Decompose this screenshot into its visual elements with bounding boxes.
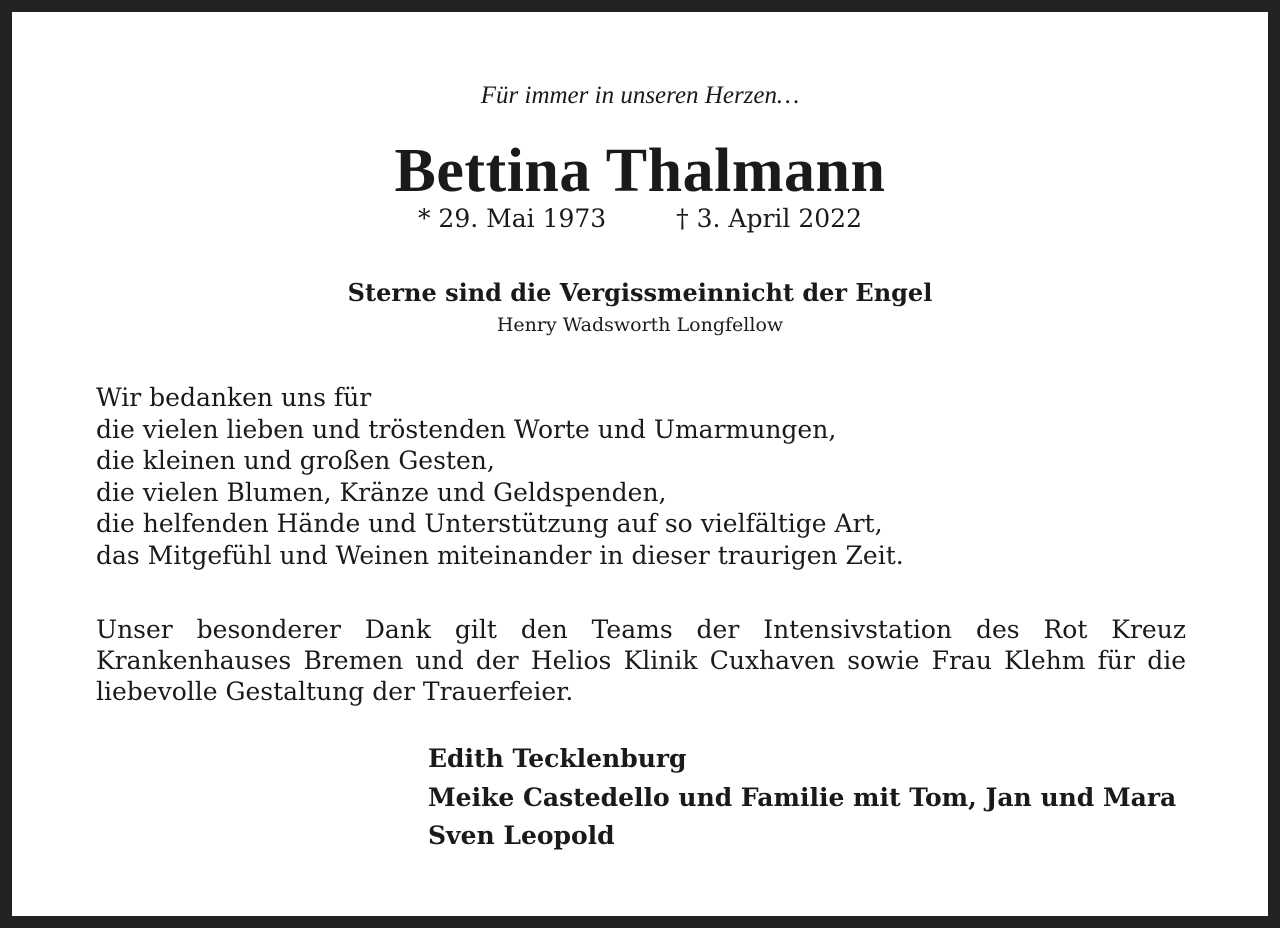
signer: Meike Castedello und Familie mit Tom, Jan und Mara [428,782,1177,812]
thanks-line: das Mitgefühl und Weinen miteinander in dieser traurigen Zeit. [96,540,904,570]
quote-text: Sterne sind die Vergissmeinnicht der Engel [347,278,933,307]
birth-date: * 29. Mai 1973 [417,204,607,233]
thanks-line: Wir bedanken uns für [96,383,372,412]
thanks-line: die helfenden Hände und Unterstützung auf so vielfältige Art, [96,509,883,538]
signers-block [428,740,1176,856]
life-dates [12,204,1268,233]
special-thanks: Unser besonderer Dank gilt den Teams der Intensivstation des Rot Kreuz Krankenhauses Bremen und der Helios Klinik Cuxhaven sowie Frau Klehm für die liebevolle Gestaltung der Trauerfeier. [96,615,1186,706]
signer: Sven Leopold [428,821,615,850]
thanks-line: die vielen lieben und tröstenden Worte und Umarmungen, [96,414,837,444]
obituary-notice [12,12,1268,916]
quote-author: Henry Wadsworth Longfellow [496,314,784,336]
signer: Edith Tecklenburg [428,744,687,773]
deceased-name: Bettina Thalmann [394,137,886,205]
thanks-line: die vielen Blumen, Kränze und Geldspenden, [96,477,667,507]
pretitle: Für immer in unseren Herzen… [480,82,800,109]
thanks-line: die kleinen und großen Gesten, [96,446,495,475]
thanks-block [96,382,1196,571]
death-date: † 3. April 2022 [676,204,862,233]
